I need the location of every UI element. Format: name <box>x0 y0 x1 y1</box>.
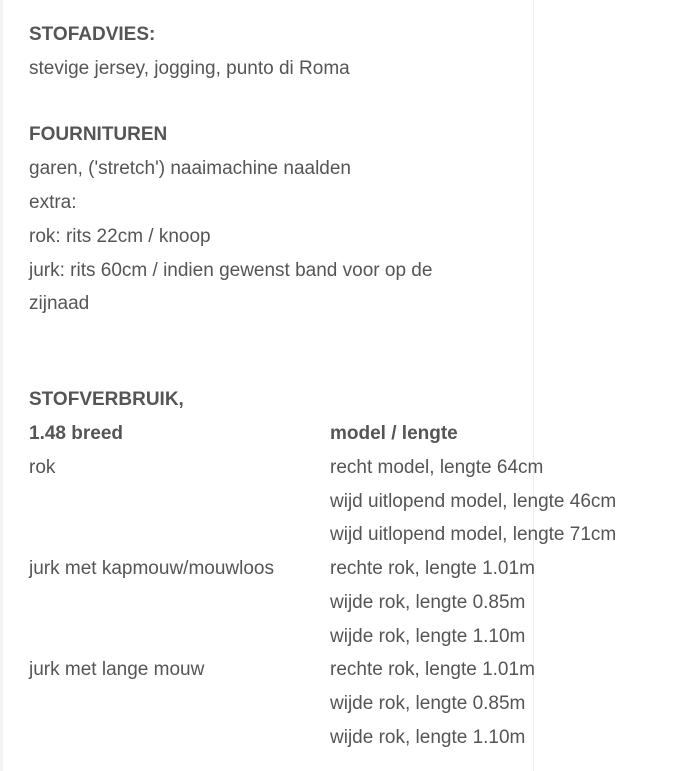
table-row-label: jurk met lange mouw <box>29 659 205 680</box>
left-border <box>0 0 3 771</box>
table-row-value: wijde rok, lengte 0.85m <box>330 693 526 714</box>
fournituren-line: extra: <box>29 192 77 213</box>
stofadvies-text: stevige jersey, jogging, punto di Roma <box>29 58 350 79</box>
table-row-value: wijde rok, lengte 1.10m <box>330 727 526 748</box>
fournituren-line: garen, ('stretch') naaimachine naalden <box>29 158 351 179</box>
table-row-label: rok <box>29 457 56 478</box>
table-row-value: recht model, lengte 64cm <box>330 457 544 478</box>
table-row-label: jurk met kapmouw/mouwloos <box>29 558 274 579</box>
stofverbruik-heading: STOFVERBRUIK, <box>29 389 184 410</box>
stofadvies-heading: STOFADVIES: <box>29 24 156 45</box>
fournituren-line: jurk: rits 60cm / indien gewenst band voor op de <box>29 260 433 281</box>
table-row-value: wijd uitlopend model, lengte 46cm <box>330 491 617 512</box>
fournituren-line: zijnaad <box>29 293 90 314</box>
fournituren-heading: FOURNITUREN <box>29 124 168 145</box>
table-header-width: 1.48 breed <box>29 423 123 444</box>
table-row-value: rechte rok, lengte 1.01m <box>330 558 535 579</box>
column-divider <box>533 0 534 771</box>
table-row-value: rechte rok, lengte 1.01m <box>330 659 535 680</box>
table-row-value: wijde rok, lengte 1.10m <box>330 626 526 647</box>
fournituren-line: rok: rits 22cm / knoop <box>29 226 211 247</box>
table-row-value: wijde rok, lengte 0.85m <box>330 592 526 613</box>
table-row-value: wijd uitlopend model, lengte 71cm <box>330 524 617 545</box>
table-header-model: model / lengte <box>330 423 458 444</box>
